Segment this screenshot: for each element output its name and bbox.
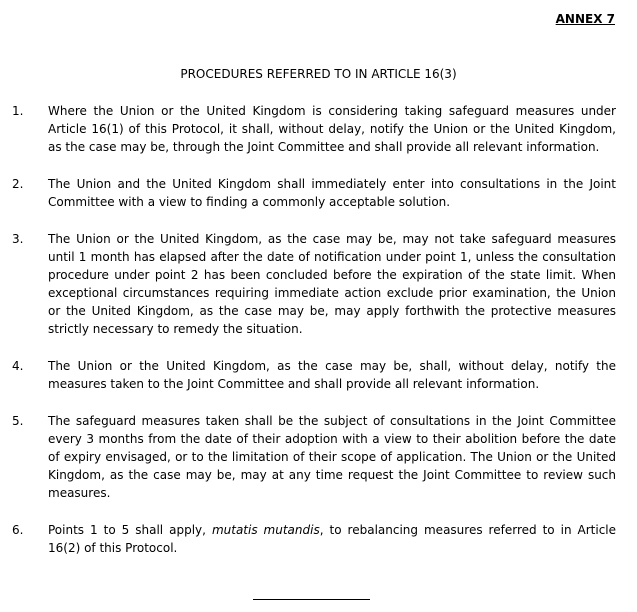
document-title: PROCEDURES REFERRED TO IN ARTICLE 16(3) [180, 67, 457, 81]
list-item [0, 412, 637, 502]
list-item [0, 102, 637, 156]
item-number: 2. [12, 177, 24, 191]
item-text-start: Points 1 to 5 shall apply, [48, 523, 212, 537]
item-number: 5. [12, 414, 24, 428]
item-text-end: , to rebalancing measures referred to in Article 16(2) of this Protocol. [48, 523, 617, 555]
item-text: The Union or the United Kingdom, as the case may be, shall, without delay, notify the measures taken to the Joint Committee and shall provide all relevant information. [48, 359, 616, 391]
item-text [48, 521, 616, 557]
item-number: 4. [12, 359, 24, 373]
item-text: The Union or the United Kingdom, as the case may be, may not take safeguard measures until 1 month has elapsed after the date of notification under point 1, unless the consultation procedure under point 2 has been concluded before the expiration of the state limit. When exceptional circumstances requiring immediate action exclude prior examination, the Union or the United Kingdom, as the case may be, may apply forthwith the protective measures strictly necessary to remedy the situation. [48, 232, 616, 336]
annex-label: ANNEX 7 [555, 12, 615, 26]
item-text: The safeguard measures taken shall be the subject of consultations in the Joint Committee every 3 months from the date of their adoption with a view to their abolition before the date of expiry envisaged, or to the limitation of their scope of application. The Union or the United Kingdom, as the case may be, may at any time request the Joint Committee to review such measures. [48, 414, 616, 500]
item-text: The Union and the United Kingdom shall immediately enter into consultations in the Joint Committee with a view to finding a commonly acceptable solution. [48, 177, 616, 209]
item-text: Where the Union or the United Kingdom is considering taking safeguard measures under Article 16(1) of this Protocol, it shall, without delay, notify the Union or the United Kingdom, as the case may be, through the Joint Committee and shall provide all relevant information. [48, 104, 616, 154]
list-item [0, 230, 637, 338]
item-text-italic: mutatis mutandis [211, 523, 320, 537]
bottom-divider [253, 599, 370, 600]
procedure-list [0, 102, 637, 576]
list-item [0, 357, 637, 393]
item-number: 3. [12, 232, 24, 246]
item-number: 6. [12, 523, 24, 537]
item-number: 1. [12, 104, 24, 118]
list-item [0, 175, 637, 211]
list-item [0, 521, 637, 557]
